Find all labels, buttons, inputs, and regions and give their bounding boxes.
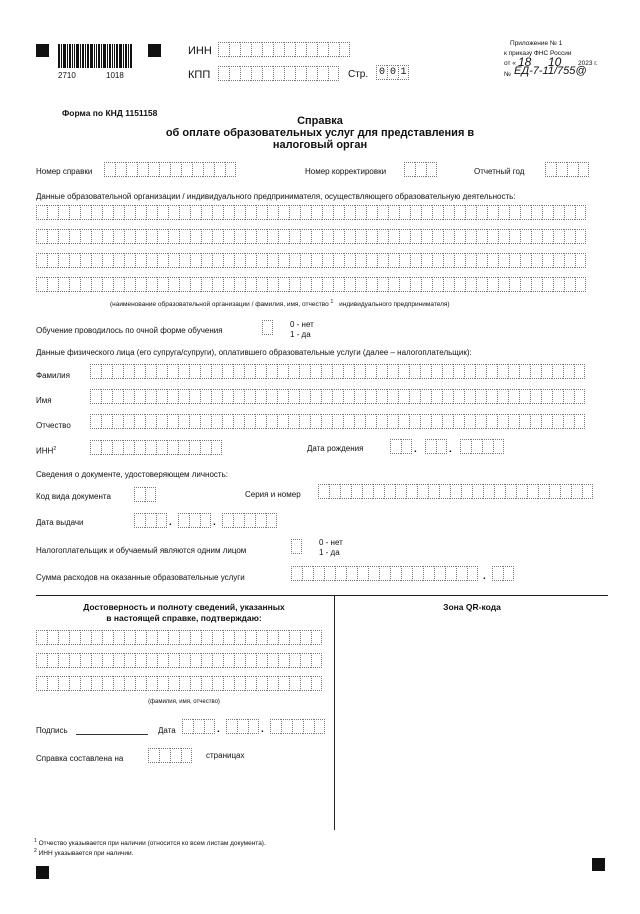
patronymic-cells[interactable] <box>90 414 585 429</box>
sum-rubles-cells[interactable] <box>291 566 478 581</box>
date-separator: . <box>213 517 216 528</box>
page-number-cells <box>376 65 409 80</box>
payer-inn-cells[interactable] <box>90 440 222 455</box>
appendix-month: 10 <box>548 55 562 69</box>
org-name-row-2[interactable] <box>36 229 586 244</box>
appendix-day: 18 <box>518 55 532 69</box>
appendix-line-2: к приказу ФНС России <box>504 50 572 57</box>
same-person-opt-yes: 1 - да <box>319 548 340 557</box>
appendix-year: 2023 г. <box>578 60 598 67</box>
correction-cells[interactable] <box>404 162 437 177</box>
org-name-row-3[interactable] <box>36 253 586 268</box>
sum-kopecks-cells[interactable] <box>492 566 514 581</box>
footnote-1-number: 1 <box>34 838 37 844</box>
doc-code-cells[interactable] <box>134 487 156 502</box>
inn-header-label: ИНН <box>188 45 212 57</box>
decimal-separator: . <box>483 571 486 582</box>
kpp-header-label: КПП <box>188 69 211 81</box>
sum-label: Сумма расходов на оказанные образовательные услуги <box>36 573 245 582</box>
birthdate-label: Дата рождения <box>307 444 364 453</box>
doc-code-label: Код вида документа <box>36 492 111 501</box>
surname-cells[interactable] <box>90 364 585 379</box>
footnote-1 <box>34 838 266 847</box>
column-divider <box>334 595 335 830</box>
fulltime-opt-yes: 1 - да <box>290 330 311 339</box>
qr-zone-title: Зона QR-кода <box>443 602 501 612</box>
org-name-row-4[interactable] <box>36 277 586 292</box>
corner-marker-top-mid <box>148 44 161 57</box>
date-separator: . <box>169 517 172 528</box>
confirm-day-cells[interactable] <box>182 719 215 734</box>
surname-label: Фамилия <box>36 371 70 380</box>
doc-series-cells[interactable] <box>318 484 593 499</box>
same-person-label: Налогоплательщик и обучаемый являются одним лицом <box>36 546 247 555</box>
fulltime-opt-no: 0 - нет <box>290 320 314 329</box>
corner-marker-bottom-left <box>36 866 49 879</box>
birthdate-month-cells[interactable] <box>425 439 447 454</box>
barcode-image <box>58 44 142 68</box>
footnote-ref-2: 2 <box>53 446 57 452</box>
issue-day-cells[interactable] <box>134 513 167 528</box>
inn-header-cells[interactable] <box>218 42 350 57</box>
page-number-label: Стр. <box>348 69 369 80</box>
date-separator: . <box>414 444 417 455</box>
payer-data-label: Данные физического лица (его супруга/супруги), оплатившего образовательные услуги (далее – налогоплательщик): <box>36 348 472 357</box>
barcode-number-left: 2710 <box>58 71 76 80</box>
form-title-3: налоговый орган <box>272 139 368 151</box>
issue-month-cells[interactable] <box>178 513 211 528</box>
confirm-name-row-2[interactable] <box>36 653 322 668</box>
id-doc-label: Сведения о документе, удостоверяющем личность: <box>36 470 228 479</box>
corner-marker-top-left <box>36 44 49 57</box>
confirm-date-label: Дата <box>158 726 176 735</box>
ref-number-label: Номер справки <box>36 167 93 176</box>
date-separator: . <box>217 724 220 735</box>
birthdate-year-cells[interactable] <box>460 439 504 454</box>
org-caption-text: (наименование образовательной организации / фамилия, имя, отчество <box>110 301 329 309</box>
date-separator: . <box>449 444 452 455</box>
same-person-cell[interactable] <box>291 539 302 554</box>
org-caption <box>110 299 450 308</box>
ref-number-cells[interactable] <box>104 162 236 177</box>
signature-line[interactable] <box>76 734 148 735</box>
page-digit: 1 <box>398 65 409 80</box>
correction-label: Номер корректировки <box>305 167 387 176</box>
section-divider <box>36 595 608 596</box>
year-cells[interactable] <box>545 162 589 177</box>
doc-series-label: Серия и номер <box>245 490 301 499</box>
confirm-month-cells[interactable] <box>226 719 259 734</box>
org-name-row-1[interactable] <box>36 205 586 220</box>
org-caption-end: индивидуального предпринимателя) <box>339 301 450 309</box>
kpp-header-cells[interactable] <box>218 66 339 81</box>
year-label: Отчетный год <box>474 167 525 176</box>
appendix-number-label: № <box>504 71 511 78</box>
name-label: Имя <box>36 396 52 405</box>
footnote-2-text: ИНН указывается при наличии. <box>38 850 134 858</box>
pages-label-1: Справка составлена на <box>36 754 124 763</box>
inn-label <box>36 446 56 456</box>
footnote-1-text: Отчество указывается при наличии (относится ко всем листам документа). <box>38 840 266 848</box>
date-separator: . <box>261 724 264 735</box>
confirm-name-row-1[interactable] <box>36 630 322 645</box>
fulltime-cell[interactable] <box>262 320 273 335</box>
pages-label-2: страницах <box>206 751 245 760</box>
confirm-caption: (фамилия, имя, отчество) <box>148 699 220 705</box>
form-title-1: Справка <box>297 115 343 127</box>
confirm-title-2: в настоящей справке, подтверждаю: <box>106 613 262 623</box>
inn-label-text: ИНН <box>36 446 54 456</box>
org-data-label: Данные образовательной организации / индивидуального предпринимателя, осуществляющего образовательную деятельность: <box>36 192 516 201</box>
form-title-2: об оплате образовательных услуг для представления в <box>165 127 475 139</box>
appendix-line-1: Приложение № 1 <box>510 40 563 47</box>
patronymic-label: Отчество <box>36 421 71 430</box>
footnote-ref-1: 1 <box>330 299 334 305</box>
appendix-number: ЕД-7-11/755@ <box>514 65 587 77</box>
fulltime-label: Обучение проводилось по очной форме обучения <box>36 326 223 335</box>
pages-count-cells[interactable] <box>148 748 192 763</box>
issue-year-cells[interactable] <box>222 513 277 528</box>
confirm-title-1: Достоверность и полноту сведений, указанных <box>83 602 285 612</box>
corner-marker-bottom-right <box>592 858 605 871</box>
confirm-name-row-3[interactable] <box>36 676 322 691</box>
appendix-line-3: от « <box>504 60 516 67</box>
name-cells[interactable] <box>90 389 585 404</box>
form-knd: Форма по КНД 1151158 <box>62 108 158 118</box>
same-person-opt-no: 0 - нет <box>319 538 343 547</box>
issue-date-label: Дата выдачи <box>36 518 84 527</box>
barcode-number-right: 1018 <box>106 71 124 80</box>
footnote-2 <box>34 848 133 857</box>
birthdate-day-cells[interactable] <box>390 439 412 454</box>
signature-label: Подпись <box>36 726 68 735</box>
footnote-2-number: 2 <box>34 848 37 854</box>
page-digit: 0 <box>376 65 387 80</box>
confirm-year-cells[interactable] <box>270 719 325 734</box>
page-digit: 0 <box>387 65 398 80</box>
